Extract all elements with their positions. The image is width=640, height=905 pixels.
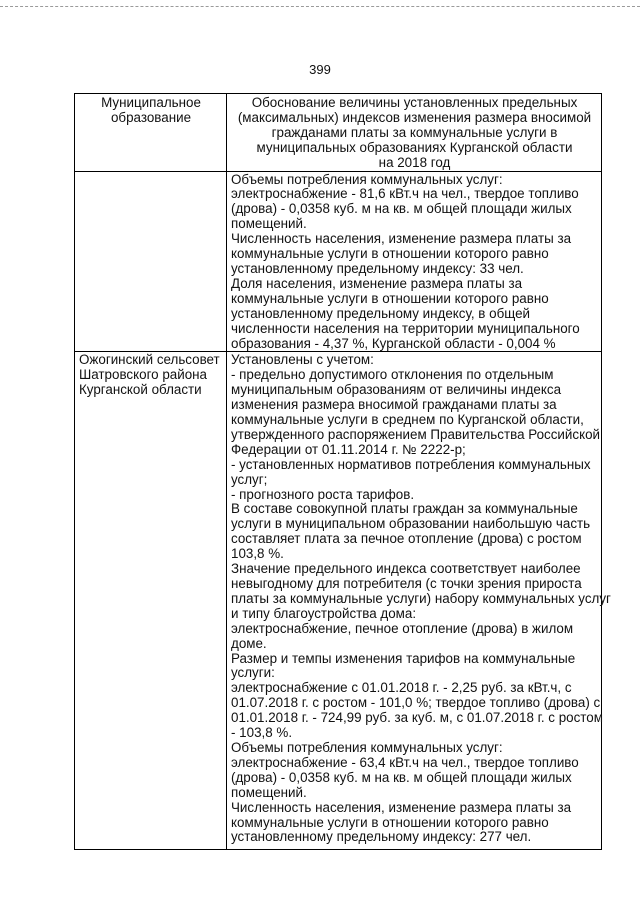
text-line: 103,8 %. [231,546,284,562]
text-line: платы за коммунальные услуги) набору коммунальных услуг [231,590,611,606]
text-line: В составе совокупной платы граждан за коммунальные [231,501,578,517]
text-line: и типу благоустройства дома: [231,605,417,621]
header-text-line: Обоснование величины установленных предельных [251,95,578,110]
text-line: муниципальным образованиям от величины индекса [231,382,562,398]
text-line: - прогнозного роста тарифов. [231,486,415,502]
table-header-row [75,94,602,172]
text-line: (дрова) - 0,0358 куб. м на кв. м общей площади жилых [231,769,572,785]
header-text-line: образование [110,109,192,125]
table-row [75,171,602,352]
header-text-line: муниципальных образованиях Курганской области [256,139,573,155]
municipality-name-line: Курганской области [79,382,202,398]
text-line: помещений. [231,784,307,800]
text-line: составляет плата за печное отопление (дрова) с ростом [231,531,582,547]
text-line: численности населения на территории муниципального [231,320,580,336]
text-line: Численность населения, изменение размера платы за [231,231,572,247]
header-text-line: гражданами платы за коммунальные услуги в [271,124,558,140]
tariff-justification-table [74,93,611,850]
text-line: - 103,8 %. [231,725,293,741]
municipality-cell [75,352,227,850]
text-line: электроснабжение с 01.01.2018 г. - 2,25 руб. за кВт.ч, с [231,680,572,696]
text-line: Численность населения, изменение размера платы за [231,799,572,815]
text-line: коммунальные услуги в среднем по Курганской области, [231,412,584,428]
text-line: установленному предельному индексу, в общей [231,305,531,321]
text-line: образования - 4,37 %, Курганской области - 0,004 % [231,335,556,351]
text-line: услуги в муниципальном образовании наибольшую часть [231,516,591,532]
table-row [75,352,602,850]
text-line: электроснабжение, печное отопление (дрова) в жилом [231,620,574,636]
text-line: Установлены с учетом: [231,352,374,368]
text-line: электроснабжение - 63,4 кВт.ч на чел., твердое топливо [231,754,579,770]
scan-top-edge [0,6,640,7]
text-line: невыгодному для потребителя (с точки зрения прироста [231,576,582,591]
text-line: Федерации от 01.11.2014 г. № 2222-р; [231,441,466,457]
text-line: 01.01.2018 г. - 724,99 руб. за куб. м, с 01.07.2018 г. с ростом [231,710,603,726]
text-line: коммунальные услуги в отношении которого равно [231,290,549,306]
text-line: изменения размера вносимой гражданами платы за [231,397,557,413]
justification-cell [227,352,611,850]
text-line: утвержденного распоряжением Правительства Российской [231,426,601,442]
text-line: коммунальные услуги в отношении которого равно [231,246,549,262]
text-line: коммунальные услуги в отношении которого равно [231,814,549,830]
municipality-name-line: Шатровского района [79,367,207,383]
page-number: 399 [309,62,331,77]
text-line: услуг; [231,471,268,487]
text-line: установленному предельному индексу: 277 чел. [231,829,532,845]
header-text-line: (максимальных) индексов изменения размера вносимой [237,109,592,125]
text-line: - установленных нормативов потребления коммунальных [231,456,591,472]
text-line: Значение предельного индекса соответствует наиболее [231,561,581,577]
text-line: 01.07.2018 г. с ростом - 101,0 %; твердое топливо (дрова) с [231,695,601,711]
text-line: доме. [231,635,267,651]
municipality-name-line: Ожогинский сельсовет [79,352,220,368]
text-line: услуги: [231,665,275,681]
text-line: Объемы потребления коммунальных услуг: [231,171,503,187]
header-justification [227,94,602,172]
text-line: помещений. [231,216,307,232]
header-text-line: на 2018 год [378,154,451,170]
text-line: установленному предельному индексу: 33 чел. [231,260,524,276]
justification-cell [227,171,602,352]
text-line: Объемы потребления коммунальных услуг: [231,739,503,755]
header-municipality [75,94,227,172]
text-line: (дрова) - 0,0358 куб. м на кв. м общей площади жилых [231,201,572,217]
header-text-line: Муниципальное [101,95,201,110]
municipality-cell [75,171,227,352]
text-line: электроснабжение - 81,6 кВт.ч на чел., твердое топливо [231,186,579,202]
text-line: - предельно допустимого отклонения по отдельным [231,367,554,383]
text-line: Размер и темпы изменения тарифов на коммунальные [231,650,576,666]
text-line: Доля населения, изменение размера платы за [231,275,523,291]
